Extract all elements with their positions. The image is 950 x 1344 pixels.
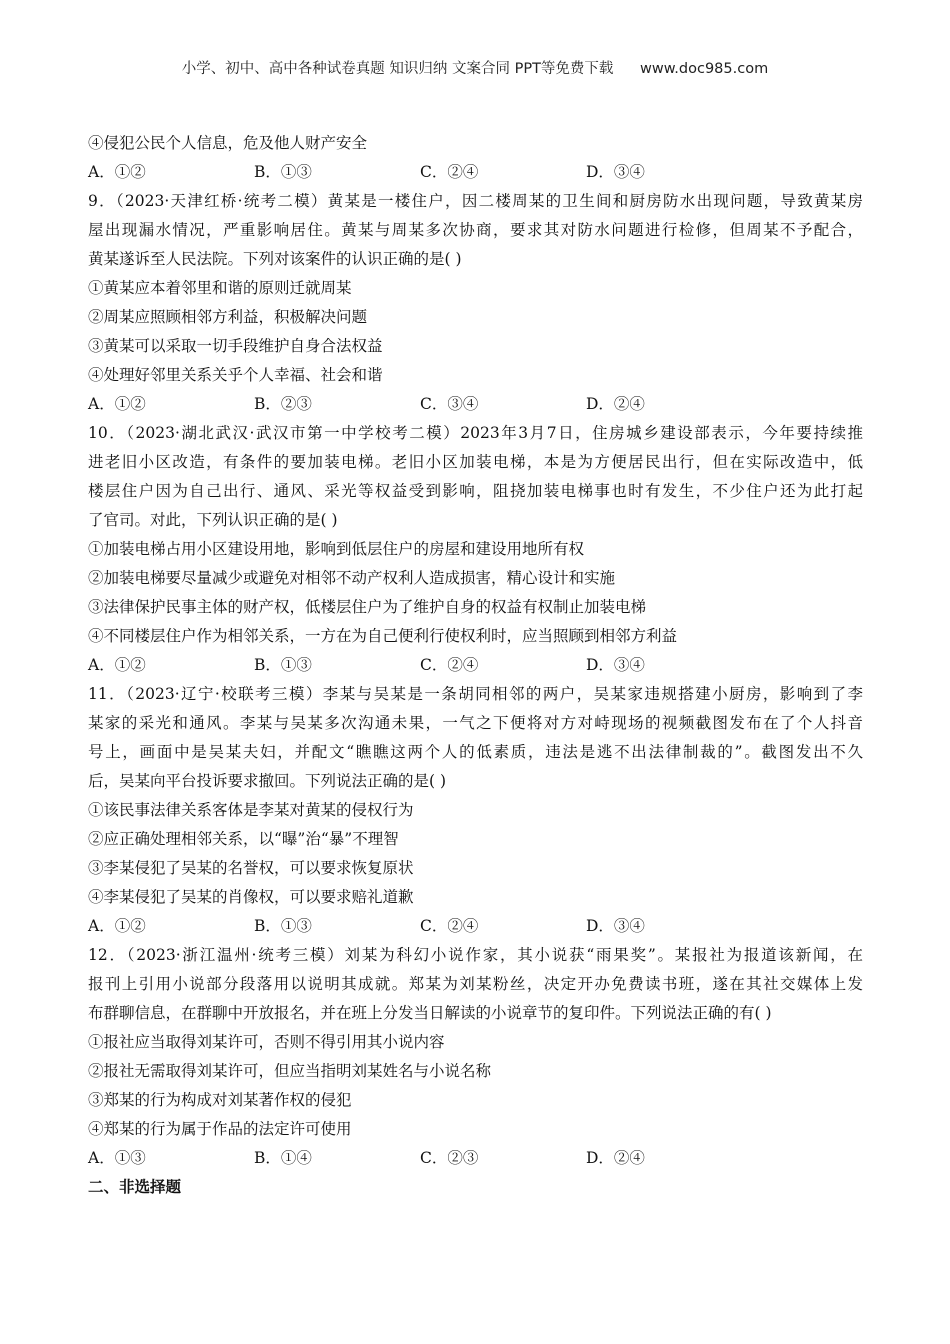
question-8-tail bbox=[88, 129, 863, 187]
question-stem-line: 12．（2023·浙江温州·统考三模）刘某为科幻小说作家，其小说获“雨果奖”。某报社为报道该新闻，在 bbox=[88, 946, 863, 964]
answer-choice-c: C．②③ bbox=[420, 1149, 479, 1167]
header-site-link[interactable]: www.doc985.com bbox=[640, 61, 769, 77]
answer-choices bbox=[88, 390, 863, 419]
section-title: 二、非选择题 bbox=[88, 1178, 182, 1196]
option-line: ③法律保护民事主体的财产权，低楼层住户为了维护自身的权益有权制止加装电梯 bbox=[88, 598, 647, 616]
question-stem-line: 10．（2023·湖北武汉·武汉市第一中学校考二模）2023年3月7日，住房城乡建设部表示，今年要持续推 bbox=[88, 424, 863, 442]
answer-choice-c: C．③④ bbox=[420, 395, 479, 413]
answer-choice-b: B．①③ bbox=[254, 163, 312, 181]
option-line: ②报社无需取得刘某许可，但应当指明刘某姓名与小说名称 bbox=[88, 1062, 492, 1080]
answer-choice-a: A．①③ bbox=[88, 1149, 146, 1167]
question-stem-line: 11．（2023·辽宁·校联考三模）李某与吴某是一条胡同相邻的两户，吴某家违规搭建小厨房，影响到了李 bbox=[88, 685, 863, 703]
option-line: ①该民事法律关系客体是李某对黄某的侵权行为 bbox=[88, 801, 414, 819]
answer-choice-c: C．②④ bbox=[420, 917, 479, 935]
question-stem-line: 黄某遂诉至人民法院。下列对该案件的认识正确的是( ) bbox=[88, 250, 462, 268]
question-12 bbox=[88, 941, 863, 1173]
question-stem-line: 楼层住户因为自己出行、通风、采光等权益受到影响，阻挠加装电梯事也时有发生，不少住户还为此打起 bbox=[88, 482, 863, 500]
option-line: ③郑某的行为构成对刘某著作权的侵犯 bbox=[88, 1091, 352, 1109]
option-line: ③黄某可以采取一切手段维护自身合法权益 bbox=[88, 337, 383, 355]
answer-choice-d: D．②④ bbox=[586, 1149, 645, 1167]
question-stem-line: 布群聊信息，在群聊中开放报名，并在班上分发当日解读的小说章节的复印件。下列说法正确的有( ) bbox=[88, 1004, 772, 1022]
option-line: ①报社应当取得刘某许可，否则不得引用其小说内容 bbox=[88, 1033, 445, 1051]
option-line: ②周某应照顾相邻方利益，积极解决问题 bbox=[88, 308, 368, 326]
answer-choice-d: D．③④ bbox=[586, 917, 645, 935]
question-stem-line: 屋出现漏水情况，严重影响居住。黄某与周某多次协商，要求其对防水问题进行检修，但周某不予配合， bbox=[88, 221, 863, 239]
page-header bbox=[0, 57, 950, 78]
answer-choice-b: B．②③ bbox=[254, 395, 312, 413]
option-line: ④处理好邻里关系关乎个人幸福、社会和谐 bbox=[88, 366, 383, 384]
question-stem-line: 某家的采光和通风。李某与吴某多次沟通未果，一气之下便将对方对峙现场的视频截图发布在了个人抖音 bbox=[88, 714, 863, 732]
option-line: ①黄某应本着邻里和谐的原则迁就周某 bbox=[88, 279, 352, 297]
question-11 bbox=[88, 680, 863, 941]
question-stem-line: 了官司。对此，下列认识正确的是( ) bbox=[88, 511, 338, 529]
answer-choice-b: B．①④ bbox=[254, 1149, 312, 1167]
answer-choice-a: A．①② bbox=[88, 395, 146, 413]
answer-choice-a: A．①② bbox=[88, 656, 146, 674]
question-stem-line: 报刊上引用小说部分段落用以说明其成就。郑某为刘某粉丝，决定开办免费读书班，遂在其社交媒体上发 bbox=[88, 975, 863, 993]
option-line: ②应正确处理相邻关系，以“曝”治“暴”不理智 bbox=[88, 830, 399, 848]
question-stem-line: 进老旧小区改造，有条件的要加装电梯。老旧小区加装电梯，本是为方便居民出行，但在实际改造中，低 bbox=[88, 453, 863, 471]
answer-choice-b: B．①③ bbox=[254, 656, 312, 674]
question-stem-line: 后，吴某向平台投诉要求撤回。下列说法正确的是( ) bbox=[88, 772, 447, 790]
answer-choice-d: D．②④ bbox=[586, 395, 645, 413]
answer-choice-c: C．②④ bbox=[420, 163, 479, 181]
question-10 bbox=[88, 419, 863, 680]
option-line: ④不同楼层住户作为相邻关系，一方在为自己便利行使权利时，应当照顾到相邻方利益 bbox=[88, 627, 678, 645]
answer-choice-a: A．①② bbox=[88, 163, 146, 181]
option-line: ④郑某的行为属于作品的法定许可使用 bbox=[88, 1120, 352, 1138]
question-stem-line: 号上，画面中是吴某夫妇，并配文“瞧瞧这两个人的低素质，违法是逃不出法律制裁的”。截图发出不久 bbox=[88, 743, 863, 761]
question-content bbox=[88, 129, 863, 1202]
answer-choices bbox=[88, 912, 863, 941]
question-9 bbox=[88, 187, 863, 419]
question-stem-line: 9．（2023·天津红桥·统考二模）黄某是一楼住户，因二楼周某的卫生间和厨房防水出现问题，导致黄某房 bbox=[88, 192, 863, 210]
option-line: ②加装电梯要尽量减少或避免对相邻不动产权利人造成损害，精心设计和实施 bbox=[88, 569, 616, 587]
header-text: 小学、初中、高中各种试卷真题 知识归纳 文案合同 PPT等免费下载 bbox=[181, 61, 614, 77]
option-line: ③李某侵犯了吴某的名誉权，可以要求恢复原状 bbox=[88, 859, 414, 877]
answer-choice-a: A．①② bbox=[88, 917, 146, 935]
answer-choices bbox=[88, 158, 863, 187]
answer-choice-d: D．③④ bbox=[586, 163, 645, 181]
option-line: ④李某侵犯了吴某的肖像权，可以要求赔礼道歉 bbox=[88, 888, 414, 906]
answer-choice-b: B．①③ bbox=[254, 917, 312, 935]
answer-choice-d: D．③④ bbox=[586, 656, 645, 674]
answer-choice-c: C．②④ bbox=[420, 656, 479, 674]
option-line: ④侵犯公民个人信息，危及他人财产安全 bbox=[88, 134, 368, 152]
answer-choices bbox=[88, 651, 863, 680]
option-line: ①加装电梯占用小区建设用地，影响到低层住户的房屋和建设用地所有权 bbox=[88, 540, 585, 558]
answer-choices bbox=[88, 1144, 863, 1173]
